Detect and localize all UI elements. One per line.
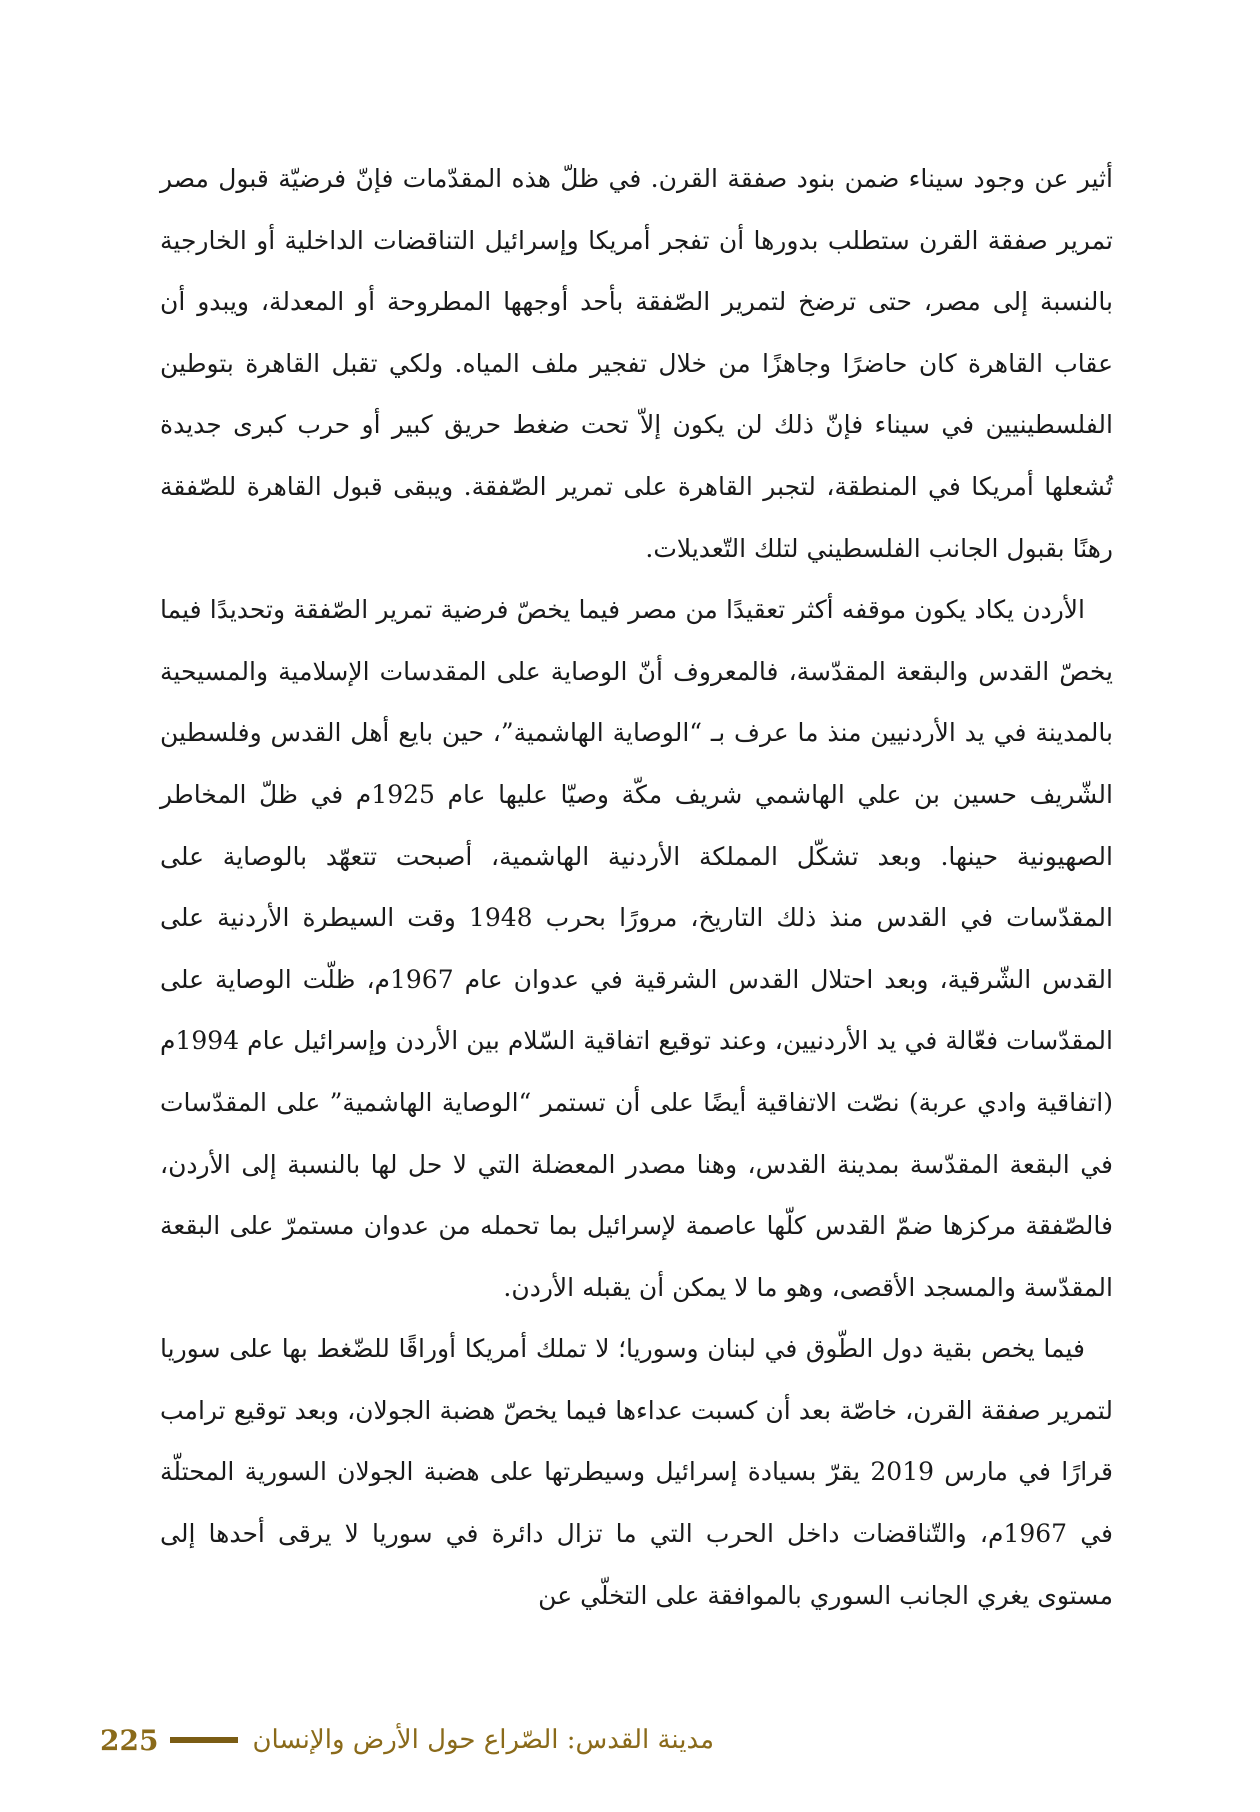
paragraph-3: فيما يخص بقية دول الطّوق في لبنان وسوريا؛ لا تملك أمريكا أوراقًا للضّغط بها على سوريا لتمرير صفقة القرن، خاصّة بعد أن كسبت عداءها فيما يخصّ هضبة الجولان، وبعد توقيع ترامب قرارًا في مارس 2019 يقرّ بسيادة إسرائيل وسيطرتها على هضبة الجولان السورية المحتلّة في 1967م، والتّناقضات داخل الحرب التي ما تزال دائرة في سوريا لا يرقى أحدها إلى مستوى يغري الجانب السوري بالموافقة على التخلّي عن [160, 1334, 1113, 1610]
page-footer [100, 1718, 740, 1762]
page-number: 225 [100, 1723, 159, 1757]
body-text [160, 148, 1113, 1626]
paragraph-1: أثير عن وجود سيناء ضمن بنود صفقة القرن. في ظلّ هذه المقدّمات فإنّ فرضيّة قبول مصر تمرير صفقة القرن ستطلب بدورها أن تفجر أمريكا وإسرائيل التناقضات الداخلية أو الخارجية بالنسبة إلى مصر، حتى ترضخ لتمرير الصّفقة بأحد أوجهها المطروحة أو المعدلة، ويبدو أن عقاب القاهرة كان حاضرًا وجاهزًا من خلال تفجير ملف المياه. ولكي تقبل القاهرة بتوطين الفلسطينيين في سيناء فإنّ ذلك لن يكون إلاّ تحت ضغط حريق كبير أو حرب كبرى جديدة تُشعلها أمريكا في المنطقة، لتجبر القاهرة على تمرير الصّفقة. ويبقى قبول القاهرة للصّفقة رهنًا بقبول الجانب الفلسطيني لتلك التّعديلات. [160, 164, 1113, 563]
running-title: مدينة القدس: الصّراع حول الأرض والإنسان [252, 1725, 715, 1755]
footer-rule [170, 1737, 238, 1743]
paragraph-2: الأردن يكاد يكون موقفه أكثر تعقيدًا من مصر فيما يخصّ فرضية تمرير الصّفقة وتحديدًا فيما يخصّ القدس والبقعة المقدّسة، فالمعروف أنّ الوصاية على المقدسات الإسلامية والمسيحية بالمدينة في يد الأردنيين منذ ما عرف بـ “الوصاية الهاشمية”، حين بايع أهل القدس وفلسطين الشّريف حسين بن علي الهاشمي شريف مكّة وصيّا عليها عام 1925م في ظلّ المخاطر الصهيونية حينها. وبعد تشكّل المملكة الأردنية الهاشمية، أصبحت تتعهّد بالوصاية على المقدّسات في القدس منذ ذلك التاريخ، مرورًا بحرب 1948 وقت السيطرة الأردنية على القدس الشّرقية، وبعد احتلال القدس الشرقية في عدوان عام 1967م، ظلّت الوصاية على المقدّسات فعّالة في يد الأردنيين، وعند توقيع اتفاقية السّلام بين الأردن وإسرائيل عام 1994م (اتفاقية وادي عربة) نصّت الاتفاقية أيضًا على أن تستمر “الوصاية الهاشمية” على المقدّسات في البقعة المقدّسة بمدينة القدس، وهنا مصدر المعضلة التي لا حل لها بالنسبة إلى الأردن، فالصّفقة مركزها ضمّ القدس كلّها عاصمة لإسرائيل بما تحمله من عدوان مستمرّ على البقعة المقدّسة والمسجد الأقصى، وهو ما لا يمكن أن يقبله الأردن. [160, 595, 1113, 1302]
